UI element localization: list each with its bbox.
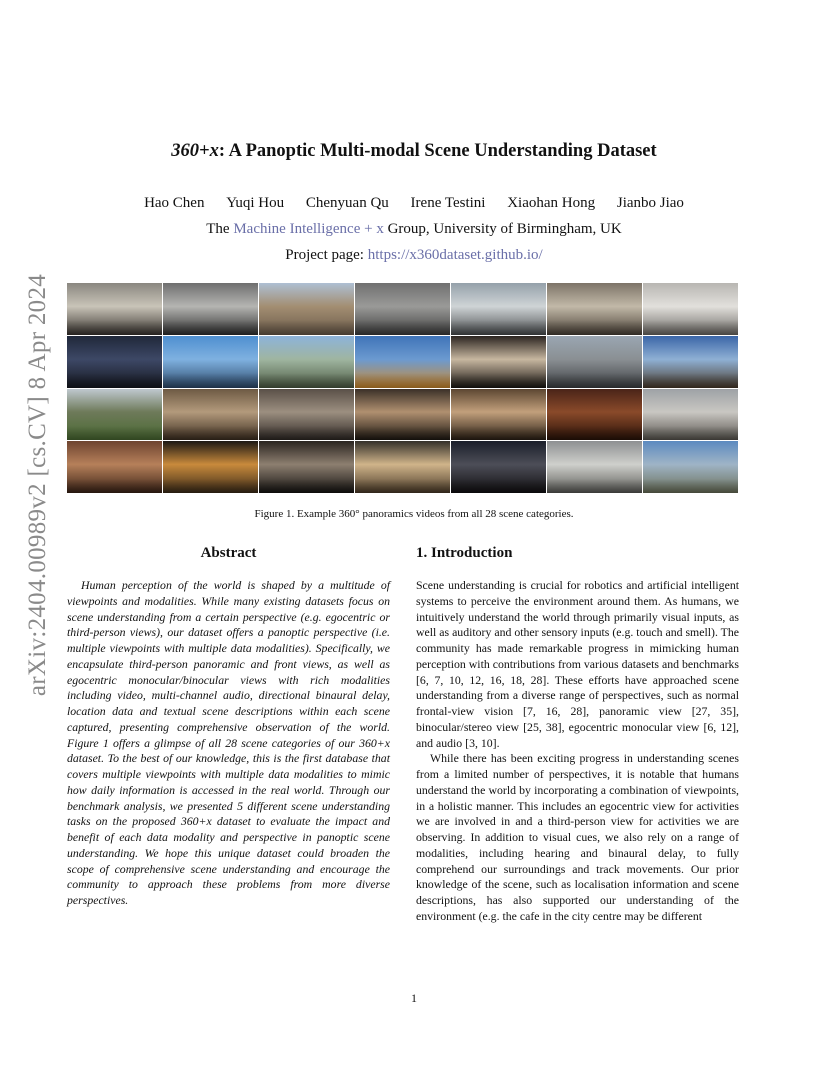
panorama-thumbnail (67, 283, 162, 335)
panorama-thumbnail (643, 441, 738, 493)
arxiv-identifier (16, 273, 60, 697)
panorama-thumbnail (67, 441, 162, 493)
panorama-thumbnail (163, 283, 258, 335)
right-column (416, 545, 739, 925)
panorama-thumbnail (67, 389, 162, 441)
panorama-thumbnail (643, 336, 738, 388)
panorama-thumbnail (355, 389, 450, 441)
arxiv-id-text: arXiv:2404.00989v2 [cs.CV] 8 Apr 2024 (24, 273, 52, 697)
author-name: Irene Testini (410, 195, 486, 211)
abstract-text: Human perception of the world is shaped by a multitude of viewpoints and modalities. While many existing datasets focus on scene understanding from a certain perspective (e.g. egocentric or third-person views), our dataset offers a panoptic perspective (i.e. multiple viewpoints with multiple data modalities). Specifically, we encapsulate third-person panoramic and front views, as well as egocentric monocular/binocular views with rich modalities including video, multi-channel audio, directional binaural delay, location data and textual scene descriptions within each scene captured, presenting comprehensive observation of the world. Figure 1 offers a glimpse of all 28 scene categories of our 360+x dataset. To the best of our knowledge, this is the first database that covers multiple viewpoints with multiple data modalities to mimic how daily information is accessed in the real world. Through our benchmark analysis, we presented 5 different scene understanding tasks on the proposed 360+x dataset to evaluate the impact and benefit of each data modality and perspective in panoptic scene understanding. We hope this unique dataset could broaden the scope of comprehensive scene understanding and encourage the community to approach these problems from more diverse perspectives. (67, 578, 390, 907)
author-name: Chenyuan Qu (305, 195, 389, 211)
panorama-thumbnail (163, 441, 258, 493)
panorama-thumbnail (451, 283, 546, 335)
author-name: Jianbo Jiao (616, 195, 684, 211)
panorama-grid-figure (67, 283, 738, 493)
affiliation (0, 221, 828, 238)
paper-title (0, 141, 828, 162)
author-name: Yuqi Hou (226, 195, 285, 211)
panorama-thumbnail (547, 389, 642, 441)
author-list (0, 195, 828, 212)
panorama-thumbnail (547, 283, 642, 335)
panorama-thumbnail (163, 389, 258, 441)
panorama-thumbnail (547, 441, 642, 493)
panorama-thumbnail (163, 336, 258, 388)
abstract-heading: Abstract (200, 545, 257, 561)
panorama-thumbnail (355, 441, 450, 493)
project-label: Project page: (285, 247, 368, 263)
panorama-thumbnail (259, 389, 354, 441)
panorama-thumbnail (643, 283, 738, 335)
page-number: 1 (411, 991, 417, 1005)
author-name: Xiaohan Hong (507, 195, 596, 211)
panorama-thumbnail (451, 389, 546, 441)
introduction-heading: 1. Introduction (416, 545, 513, 561)
panorama-thumbnail (547, 336, 642, 388)
group-link[interactable]: Machine Intelligence + x (233, 221, 384, 237)
panorama-thumbnail (451, 441, 546, 493)
affiliation-prefix: The (206, 221, 234, 237)
panorama-thumbnail (259, 336, 354, 388)
project-page (0, 247, 828, 264)
title-rest: : A Panoptic Multi-modal Scene Understanding Dataset (218, 141, 657, 161)
panorama-thumbnail (643, 389, 738, 441)
panorama-thumbnail (355, 336, 450, 388)
left-column (67, 545, 390, 909)
affiliation-suffix: Group, University of Birmingham, UK (383, 221, 622, 237)
panorama-thumbnail (67, 336, 162, 388)
intro-paragraph-1: Scene understanding is crucial for robotics and artificial intelligent systems to perceive the environment around them. As humans, we intuitively understand the world through primarily visual inputs, as well as auditory and other sensory inputs (e.g. touch and smell). The community has made remarkable progress in mimicking human perception with contributions from various datasets and benchmarks [6, 7, 10, 12, 16, 18, 28]. These efforts have approached scene understanding from a diverse range of perspectives, such as normal frontal-view vision [7, 16, 28], panoramic view [27, 35], binocular/stereo view [25, 38], egocentric monocular view [6, 12], and audio [3, 10]. (416, 578, 739, 750)
figure-caption: Figure 1. Example 360° panoramics videos from all 28 scene categories. (254, 508, 574, 520)
panorama-thumbnail (259, 441, 354, 493)
panorama-thumbnail (259, 283, 354, 335)
project-url-link[interactable]: https://x360dataset.github.io/ (367, 247, 543, 263)
panorama-thumbnail (355, 283, 450, 335)
panorama-thumbnail (451, 336, 546, 388)
intro-paragraph-2: While there has been exciting progress in understanding scenes from a limited number of perspectives, it is notable that humans understand the world by incorporating a combination of viewpoints, in a holistic manner. This includes an egocentric view for activities we are involved in and a third-person view for activities we are observing. In addition to visual cues, we also rely on a range of modalities, including hearing and binaural delay, to fully comprehend our surroundings and track movements. Our prior knowledge of the scene, such as localisation information and scene descriptions, has also supported our understanding of the environment (e.g. the cafe in the city centre may be different (416, 751, 739, 923)
title-brand: 360+x (171, 141, 219, 161)
author-name: Hao Chen (144, 195, 205, 211)
